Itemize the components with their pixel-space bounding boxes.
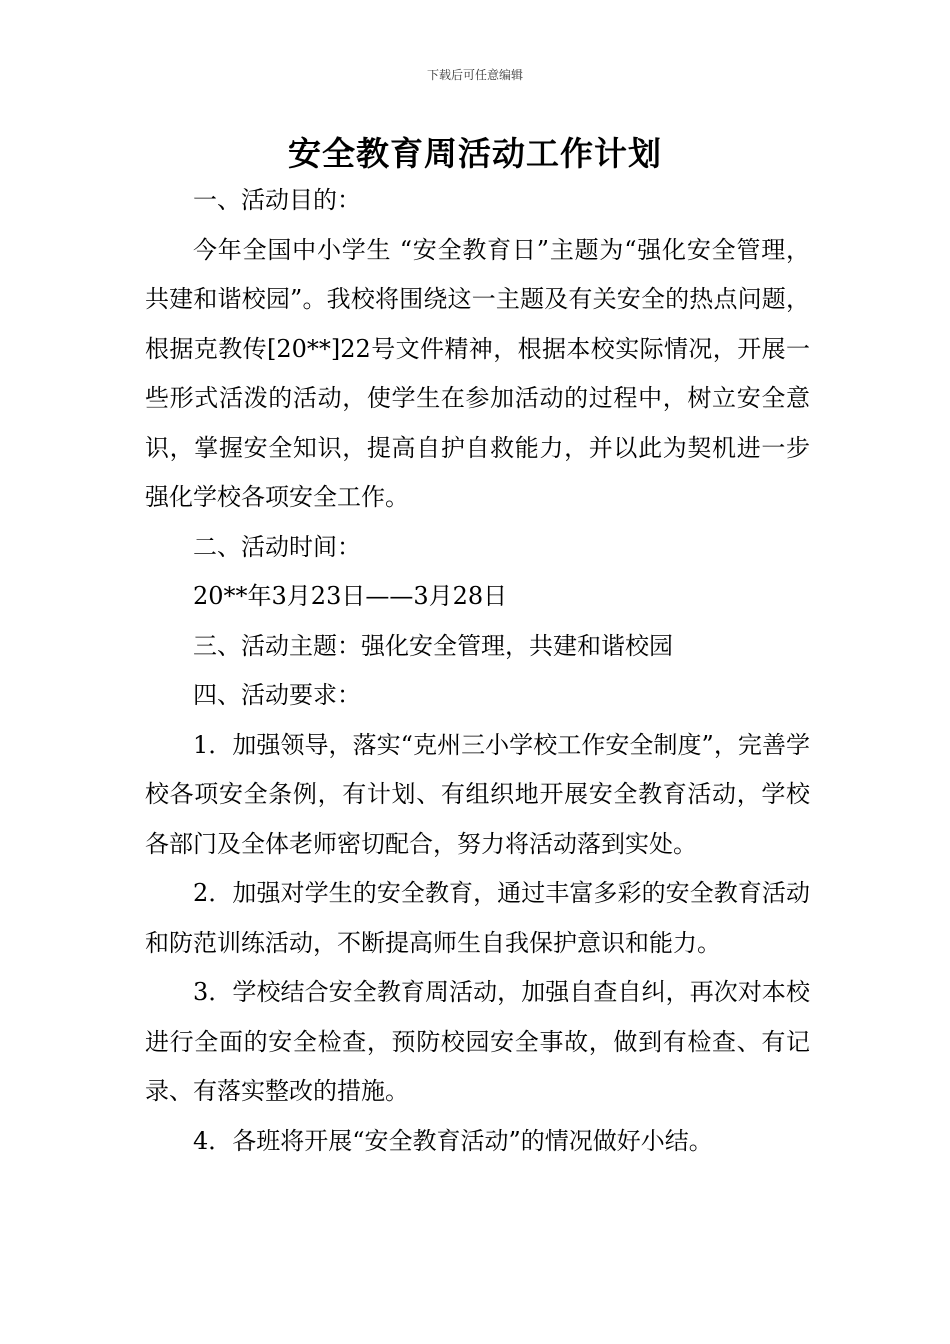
section-heading-purpose: 一、活动目的： [193, 186, 361, 214]
section-heading-requirements: 四、活动要求： [193, 681, 361, 709]
requirement-item-3: 3．学校结合安全教育周活动，加强自查自纠，再次对本校进行全面的安全检查，预防校园安全事故，做到有检查、有记录、有落实整改的措施。 [145, 978, 810, 1105]
section-heading-time: 二、活动时间： [193, 532, 361, 561]
document-body [145, 176, 810, 1166]
requirement-item-2: 2．加强对学生的安全教育，通过丰富多彩的安全教育活动和防范训练活动，不断提高师生自我保护意识和能力。 [145, 879, 810, 957]
requirement-item-4: 4．各班将开展“安全教育活动”的情况做好小结。 [193, 1126, 713, 1155]
time-paragraph: 20**年3月23日——3月28日 [193, 582, 508, 610]
requirement-item-1: 1．加强领导，落实“克州三小学校工作安全制度”，完善学校各项安全条例，有计划、有组织地开展安全教育活动，学校各部门及全体老师密切配合，努力将活动落到实处。 [145, 730, 810, 858]
document-title: 安全教育周活动工作计划 [288, 134, 662, 173]
header-note: 下载后可任意编辑 [426, 68, 523, 82]
purpose-paragraph: 今年全国中小学生 “安全教育日”主题为“强化安全管理，共建和谐校园”。我校将围绕这一主题及有关安全的热点问题，根据克教传[20**]22号文件精神，根据本校实际情况，开展一些形式活泼的活动，使学生在参加活动的过程中，树立安全意识，掌握安全知识，提高自护自救能力，并以此为契机进一步强化学校各项安全工作。 [145, 235, 810, 511]
section-heading-theme: 三、活动主题：强化安全管理，共建和谐校园 [193, 631, 673, 660]
